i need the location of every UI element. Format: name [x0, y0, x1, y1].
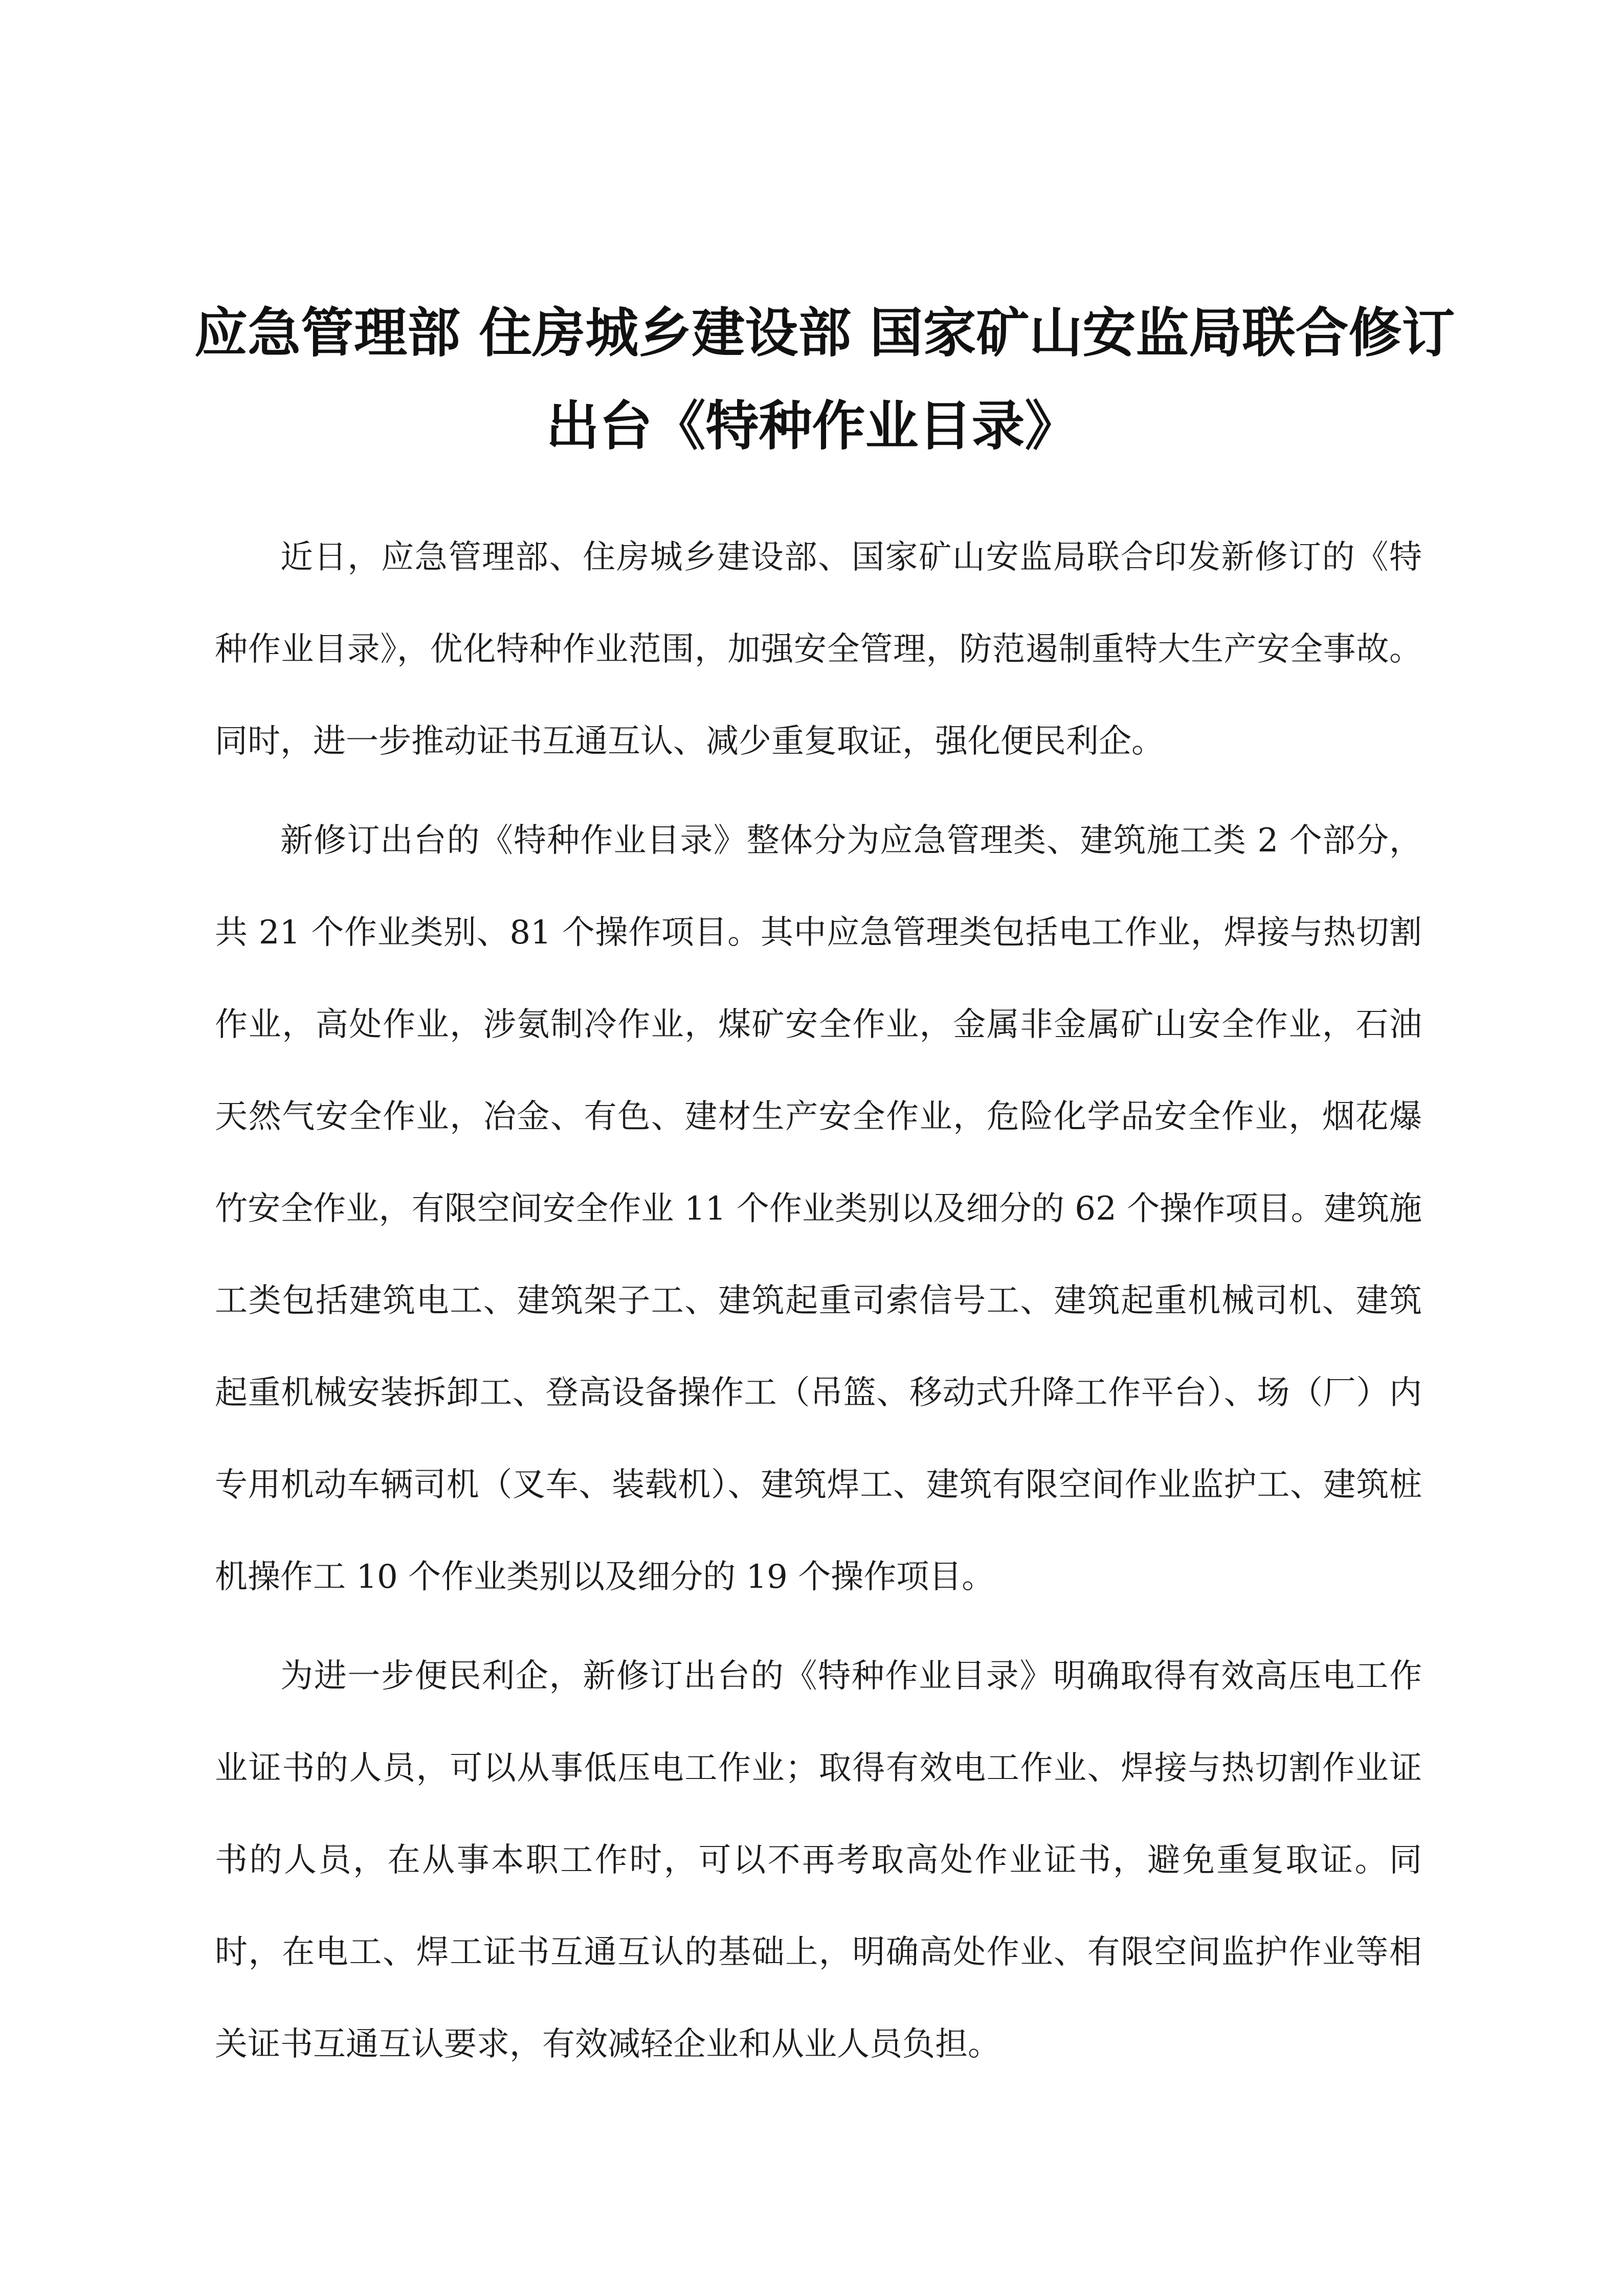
paragraph-1: 近日，应急管理部、住房城乡建设部、国家矿山安监局联合印发新修订的《特种作业目录》，优化特种作业范围，加强安全管理，防范遏制重特大生产安全事故。同时，进一步推动证书互通互认、减少重复取证，强化便民利企。: [215, 538, 1422, 760]
paragraph-3: 为进一步便民利企，新修订出台的《特种作业目录》明确取得有效高压电工作业证书的人员，可以从事低压电工作业；取得有效电工作业、焊接与热切割作业证书的人员，在从事本职工作时，可以不再考取高处作业证书，避免重复取证。同时，在电工、焊工证书互通互认的基础上，明确高处作业、有限空间监护作业等相关证书互通互认要求，有效减轻企业和从业人员负担。: [215, 1657, 1422, 2063]
paragraph-2: 新修订出台的《特种作业目录》整体分为应急管理类、建筑施工类 2 个部分，共 21 个作业类别、81 个操作项目。其中应急管理类包括电工作业，焊接与热切割作业，高处作业，涉氨制冷作业，煤矿安全作业，金属非金属矿山安全作业，石油天然气安全作业，冶金、有色、建材生产安全作业，危险化学品安全作业，烟花爆竹安全作业，有限空间安全作业 11 个作业类别以及细分的 62 个操作项目。建筑施工类包括建筑电工、建筑架子工、建筑起重司索信号工、建筑起重机械司机、建筑起重机械安装拆卸工、登高设备操作工（吊篮、移动式升降工作平台）、场（厂）内专用机动车辆司机（叉车、装载机）、建筑焊工、建筑有限空间作业监护工、建筑桩机操作工 10 个作业类别以及细分的 19 个操作项目。: [215, 822, 1422, 1596]
article-body: [215, 511, 1422, 2098]
page-title: [194, 286, 1455, 472]
title-line-2: 出台《特种作业目录》: [546, 395, 1078, 457]
title-line-1: 应急管理部 住房城乡建设部 国家矿山安监局联合修订: [194, 302, 1455, 364]
